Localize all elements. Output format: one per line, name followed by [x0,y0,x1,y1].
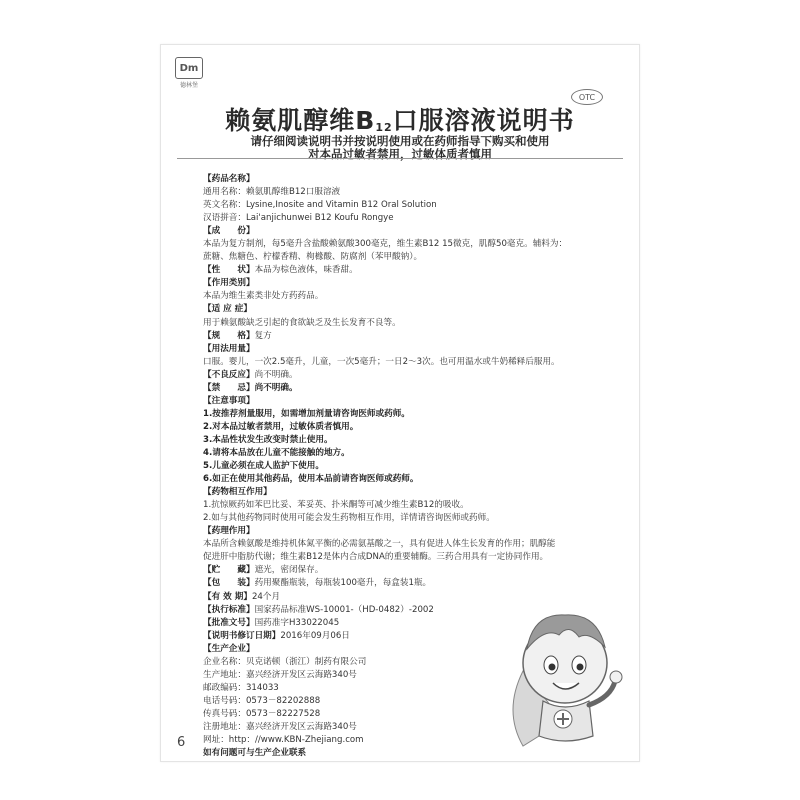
section-header-category: 【作用类别】 [203,278,255,289]
section-header-adverse: 【不良反应】 [203,369,255,380]
registered-address: 注册地址：嘉兴经济开发区云海路340号 [203,721,357,732]
logo-caption: 德林堡 [179,82,198,89]
phone-number: 电话号码：0573－82202888 [203,695,321,706]
revision-text: 2016年09月06日 [280,630,350,641]
interaction-item: 1.抗惊厥药如苯巴比妥、苯妥英、扑米酮等可减少维生素B12的吸收。 [203,500,469,511]
category-text: 本品为维生素类非处方药药品。 [203,291,324,302]
title-subscript: 12 [375,121,393,134]
section-header-pharmacology: 【药理作用】 [203,526,255,537]
section-header-validity: 【有 效 期】 [203,591,252,602]
fax-number: 传真号码：0573－82227528 [203,708,321,719]
page-number: 6 [177,735,186,750]
dosage-text: 口服。婴儿，一次2.5毫升，儿童，一次5毫升；一日2～3次。也可用温水或牛奶稀释后服用。 [203,356,560,367]
pharmacology-line-2: 促进肝中脂肪代谢；维生素B12是体内合成DNA的重要辅酶。三药合用具有一定协同作用。 [203,552,549,563]
indication-text: 用于赖氨酸缺乏引起的食欲缺乏及生长发育不良等。 [203,317,401,328]
title-main: 赖氨肌醇维B [225,106,376,135]
caution-item: 6.如正在使用其他药品，使用本品前请咨询医师或药师。 [203,474,419,485]
brand-logo [175,57,203,87]
spec-text: 复方 [254,330,272,341]
generic-name: 通用名称：赖氨肌醇维B12口服溶液 [203,187,341,198]
section-header-cautions: 【注意事项】 [203,395,255,406]
section-header-manufacturer: 【生产企业】 [203,643,255,654]
approval-text: 国药准字H33022045 [254,617,340,628]
storage-text: 遮光，密闭保存。 [254,565,324,576]
interaction-item: 2.如与其他药物同时使用可能会发生药物相互作用，详情请咨询医师或药师。 [203,513,495,524]
pharmacology-line-1: 本品所含赖氨酸是维持机体氮平衡的必需氨基酸之一，具有促进人体生长发育的作用；肌醇能 [203,539,556,550]
contact-note: 如有问题可与生产企业联系 [203,748,307,759]
section-header-character: 【性 状】 [203,265,255,276]
logo-mark: Dm [175,57,203,79]
allergy-notice: 对本品过敏者禁用，过敏体质者慎用 [308,147,492,161]
title-divider [177,158,623,159]
character-text: 本品为棕色液体，味香甜。 [254,265,358,276]
section-header-indication: 【适 应 症】 [203,304,252,315]
english-name: 英文名称：Lysine,Inosite and Vitamin B12 Oral Solution [203,200,437,211]
section-header-name: 【药品名称】 [203,174,255,184]
website: 网址：http：//www.KBN-Zhejiang.com [203,735,364,746]
section-header-spec: 【规 格】 [203,330,255,341]
composition-line-2: 蔗糖、焦糖色、柠檬香精、枸橼酸、防腐剂（苯甲酸钠）。 [203,252,423,263]
composition-line-1: 本品为复方制剂，每5毫升含盐酸赖氨酸300毫克，维生素B12 15微克，肌醇50毫克。辅料为： [203,239,568,250]
caution-item: 5.儿童必须在成人监护下使用。 [203,461,324,472]
instruction-leaflet-page [160,44,640,762]
validity-text: 24个月 [251,591,281,602]
package-text: 药用聚酯瓶装，每瓶装100毫升，每盒装1瓶。 [254,578,432,589]
section-header-standard: 【执行标准】 [203,604,255,615]
company-name: 企业名称：贝克诺顿（浙江）制药有限公司 [203,656,367,667]
pinyin-name: 汉语拼音：Lai'anjichunwei B12 Koufu Rongye [203,213,394,224]
standard-text: 国家药品标准WS-10001-（HD-0482）-2002 [254,604,434,615]
mascot-illustration [493,601,633,751]
caution-item: 1.按推荐剂量服用，如需增加剂量请咨询医师或药师。 [203,408,410,419]
section-header-package: 【包 装】 [203,578,255,589]
postal-code: 邮政编码：314033 [203,682,279,693]
document-title [161,101,639,137]
usage-notice: 请仔细阅读说明书并按说明使用或在药师指导下购买和使用 [250,134,550,148]
section-header-dosage: 【用法用量】 [203,343,255,354]
section-header-interactions: 【药物相互作用】 [203,487,272,498]
caution-item: 2.对本品过敏者禁用，过敏体质者慎用。 [203,421,359,432]
caution-item: 4.请将本品放在儿童不能接触的地方。 [203,447,350,458]
production-address: 生产地址：嘉兴经济开发区云海路340号 [203,669,357,680]
section-header-composition: 【成 份】 [203,226,255,237]
contraindication-text: 尚不明确。 [254,382,298,393]
title-rest: 口服溶液说明书 [392,106,575,135]
section-header-approval: 【批准文号】 [203,617,255,628]
section-header-storage: 【贮 藏】 [203,565,255,576]
adverse-text: 尚不明确。 [254,369,298,380]
section-header-contraindication: 【禁 忌】 [203,382,255,393]
section-header-revision: 【说明书修订日期】 [203,630,281,641]
otc-badge: OTC [571,89,603,105]
caution-item: 3.本品性状发生改变时禁止使用。 [203,434,333,445]
